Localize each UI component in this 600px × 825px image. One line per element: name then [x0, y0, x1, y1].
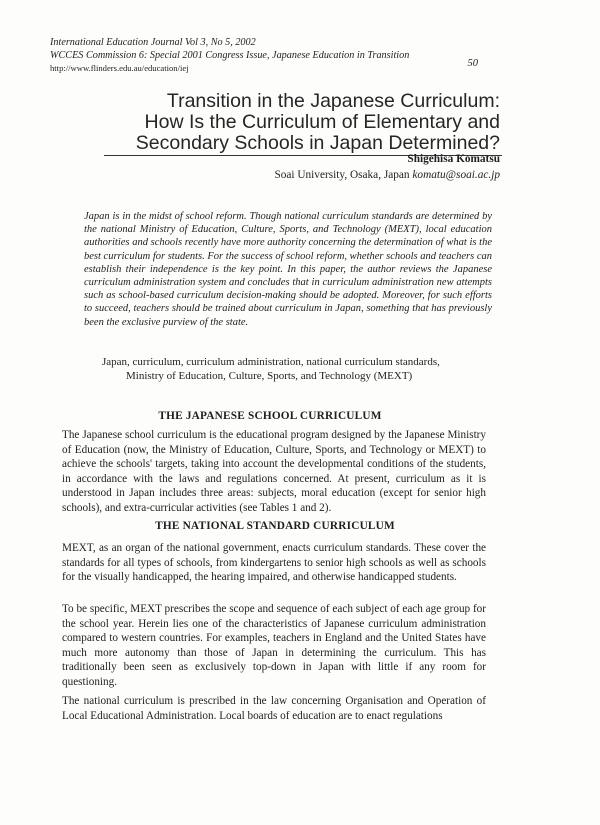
- page-number: 50: [467, 58, 478, 69]
- paragraph-mext-standards: MEXT, as an organ of the national government, enacts curriculum standards. These cover the standards for all types of schools, from kindergartens to senior high schools as well as schools for the visually handicapped, the hearing impaired, and otherwise handicapped students.: [62, 542, 486, 584]
- title-line-1: Transition in the Japanese Curriculum:: [166, 90, 500, 112]
- keywords-line-1: Japan, curriculum, curriculum administration, national curriculum standards,: [102, 356, 440, 368]
- section-heading-school-curriculum: THE JAPANESE SCHOOL CURRICULUM: [158, 410, 382, 422]
- author-email[interactable]: komatu@soai.ac.jp: [412, 169, 500, 181]
- author-name: Shigehisa Komatsu: [407, 153, 500, 165]
- author-affiliation: [274, 169, 500, 181]
- paper-title: [110, 91, 500, 154]
- section-heading-national-standard: THE NATIONAL STANDARD CURRICULUM: [155, 520, 395, 532]
- paragraph-scope-sequence: To be specific, MEXT prescribes the scope and sequence of each subject of each age group for the school year. Herein lies one of the characteristics of Japanese curriculum administration compared to western countries. For examples, teachers in England and the United States have much more autonomy than those of Japan in determining the curriculum. This has traditionally been seen as exclusively top-down in Japan with little if any room for questioning.: [62, 603, 486, 688]
- journal-citation: International Education Journal Vol 3, No 5, 2002: [50, 37, 256, 48]
- title-line-2: How Is the Curriculum of Elementary and: [144, 111, 500, 133]
- keywords-line-2: Ministry of Education, Culture, Sports, and Technology (MEXT): [126, 369, 413, 382]
- journal-header: [50, 36, 480, 75]
- keywords: [102, 356, 462, 383]
- commission-line: WCCES Commission 6: Special 2001 Congress Issue, Japanese Education in Transition: [50, 50, 410, 61]
- paragraph-national-curriculum-law: The national curriculum is prescribed in the law concerning Organisation and Operation of Local Educational Administration. Local boards of education are to enact regulations: [62, 695, 486, 722]
- abstract: Japan is in the midst of school reform. Though national curriculum standards are determined by the national Ministry of Education, Culture, Sports, and Technology (MEXT), local education authorities and schools recently have more authority concerning the determination of what is the best curriculum for students. For the success of school reform, whether schools and teachers can establish their independence is the key point. In this paper, the author reviews the Japanese curriculum administration system and concludes that in curriculum administration new attempts such as school-based curriculum decision-making should be adopted. Moreover, for such efforts to succeed, teachers should be trained about curriculum in Japan, something that has previously been the exclusive purview of the state.: [84, 211, 492, 328]
- journal-url[interactable]: http://www.flinders.edu.au/education/iej: [50, 63, 189, 73]
- title-line-3: Secondary Schools in Japan Determined?: [135, 132, 500, 154]
- paragraph-school-curriculum: The Japanese school curriculum is the educational program designed by the Japanese Ministry of Education (now, the Ministry of Education, Culture, Sports, and Technology or MEXT) to achieve the schools' targets, taking into account the developmental conditions of the students, in accordance with the laws and regulations concerned. At present, curriculum as it is understood in Japan includes three areas: subjects, moral education (except for senior high schools), and extra-curricular activities (see Tables 1 and 2).: [62, 429, 486, 514]
- affiliation-text: Soai University, Osaka, Japan: [274, 169, 410, 181]
